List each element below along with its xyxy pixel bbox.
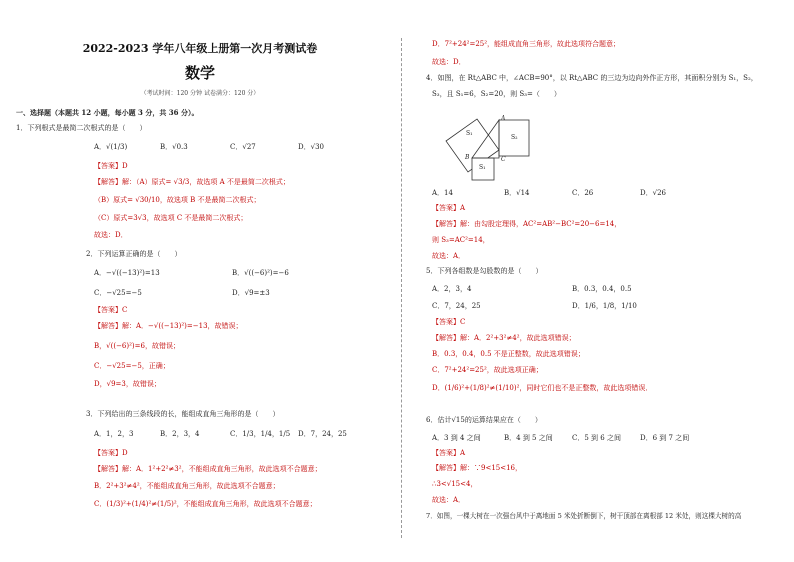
question-1-stem: 1．下列根式是最简二次根式的是（ ） (16, 124, 147, 132)
q1-option-b: B．√0.3 (160, 143, 188, 151)
q4-answer: 【答案】A (432, 204, 466, 212)
q4-analysis-3: 故选：A． (432, 252, 466, 260)
q1-analysis-1: 【解答】解：（A）原式= √3/3，故选项 A 不是最简二次根式； (94, 178, 290, 186)
q5-option-b: B．0.3，0.4，0.5 (572, 285, 632, 293)
q4-analysis-1: 【解答】解：由勾股定理得，AC²=AB²−BC²=20−6=14， (432, 220, 622, 228)
q3-option-b: B．2，3，4 (160, 430, 200, 438)
q3-answer: 【答案】D (94, 449, 128, 457)
q2-answer: 【答案】C (94, 306, 128, 314)
q2-analysis-3: C．−√25=−5，正确； (94, 362, 170, 370)
q6-option-d: D．6 到 7 之间 (640, 434, 690, 442)
question-4-stem-2: S₃，且 S₁=6，S₂=20，则 S₃=（ ） (432, 90, 561, 98)
q5-option-d: D．1/6，1/8，1/10 (572, 302, 637, 310)
q3-conclusion: 故选：D． (432, 58, 466, 66)
q3-analysis-d: D．7²+24²=25²，能组成直角三角形，故此选项符合题意； (432, 40, 621, 48)
q4-option-d: D．√26 (640, 189, 666, 197)
q6-option-c: C．5 到 6 之间 (572, 434, 621, 442)
section-heading: 一、选择题（本题共 12 小题，每小题 3 分，共 36 分）。 (16, 108, 199, 117)
q2-analysis-2: B，√((−6)²)=6，故错误； (94, 342, 180, 350)
label-point-b: B (465, 154, 470, 161)
q1-analysis-3: （C）原式=3√3，故选项 C 不是最简二次根式； (94, 214, 248, 222)
q2-option-d: D．√9=±3 (232, 289, 270, 297)
right-column (412, 0, 784, 562)
label-point-c: C (501, 156, 506, 163)
q4-figure (432, 104, 552, 182)
q3-option-d: D．7，24，25 (298, 430, 347, 438)
exam-info: （考试时间：120 分钟 试卷满分：120 分） (140, 90, 260, 97)
q6-answer: 【答案】A (432, 449, 466, 457)
question-5-stem: 5．下列各组数是勾股数的是（ ） (426, 267, 543, 275)
q6-analysis-1: 【解答】解：∵9<15<16， (432, 464, 522, 472)
q2-option-c: C．−√25=−5 (94, 289, 142, 297)
q4-figure-svg (432, 104, 552, 182)
q1-analysis-2: （B）原式= √30/10，故选项 B 不是最简二次根式； (94, 196, 261, 204)
q4-option-c: C．26 (572, 189, 594, 197)
q3-option-c: C．1/3，1/4，1/5 (230, 430, 291, 438)
question-2-stem: 2．下列运算正确的是（ ） (86, 250, 182, 258)
q5-option-a: A．2，3，4 (432, 285, 472, 293)
q2-analysis-4: D，√9=3，故错误； (94, 380, 161, 388)
label-s3: S₁ (479, 164, 486, 171)
q5-answer: 【答案】C (432, 318, 466, 326)
label-point-a: A (501, 115, 506, 122)
q5-analysis-4: D．(1/6)²+(1/8)²≠(1/10)²，同时它们也不是正整数，故此选项错误． (432, 384, 653, 392)
q3-analysis-1: 【解答】解：A．1²+2²≠3²，不能组成直角三角形，故此选项不合题意； (94, 465, 322, 473)
q4-analysis-2: 则 S₃=AC²=14， (432, 236, 490, 244)
q1-answer: 【答案】D (94, 162, 128, 170)
q5-option-c: C．7，24，25 (432, 302, 481, 310)
q2-analysis-1: 【解答】解：A．−√((−13)²)=−13，故错误； (94, 322, 243, 330)
label-s1: S₁ (466, 130, 473, 137)
q1-option-c: C．√27 (230, 143, 256, 151)
exam-title: 2022-2023 学年八年级上册第一次月考测试卷 (82, 42, 318, 55)
column-divider (401, 38, 402, 538)
left-column (14, 0, 386, 562)
q4-option-a: A．14 (432, 189, 453, 197)
subject-title: 数学 (184, 64, 215, 82)
q2-option-b: B．√((−6)²)=−6 (232, 269, 289, 277)
q3-analysis-3: C．(1/3)²+(1/4)²≠(1/5)²，不能组成直角三角形，故此选项不合题意； (94, 500, 317, 508)
q5-analysis-2: B．0.3，0.4，0.5 不是正整数，故此选项错误； (432, 350, 585, 358)
question-4-stem-1: 4．如图，在 Rt△ABC 中，∠ACB=90°，以 Rt△ABC 的三边为边向外作正方形，其面积分别为 S₁，S₂， (426, 74, 758, 82)
q6-analysis-3: 故选：A． (432, 496, 466, 504)
question-3-stem: 3．下列给出的三条线段的长，能组成直角三角形的是（ ） (86, 410, 280, 418)
q3-option-a: A．1，2，3 (94, 430, 134, 438)
q5-analysis-1: 【解答】解：A．2²+3²≠4²，故此选项错误； (432, 334, 576, 342)
q6-analysis-2: ∴3<√15<4， (432, 480, 478, 488)
q1-analysis-4: 故选：D． (94, 231, 128, 239)
question-7-stem: 7．如图，一棵大树在一次强台风中于离地面 5 米处折断倒下，树干顶部在离根部 12 米处，则这棵大树的高 (426, 512, 742, 520)
label-s2: S₂ (511, 134, 518, 141)
q5-analysis-3: C．7²+24²=25²，故此选项正确； (432, 366, 543, 374)
q6-option-a: A．3 到 4 之间 (432, 434, 481, 442)
q3-analysis-2: B．2²+3²≠4²，不能组成直角三角形，故此选项不合题意； (94, 482, 280, 490)
q4-option-b: B．√14 (504, 189, 530, 197)
q2-option-a: A．−√((−13)²)=13 (94, 269, 160, 277)
q1-option-a: A．√(1/3) (94, 143, 128, 151)
q6-option-b: B．4 到 5 之间 (504, 434, 553, 442)
q1-option-d: D．√30 (298, 143, 324, 151)
question-6-stem: 6．估计√15的运算结果应在（ ） (426, 416, 542, 424)
